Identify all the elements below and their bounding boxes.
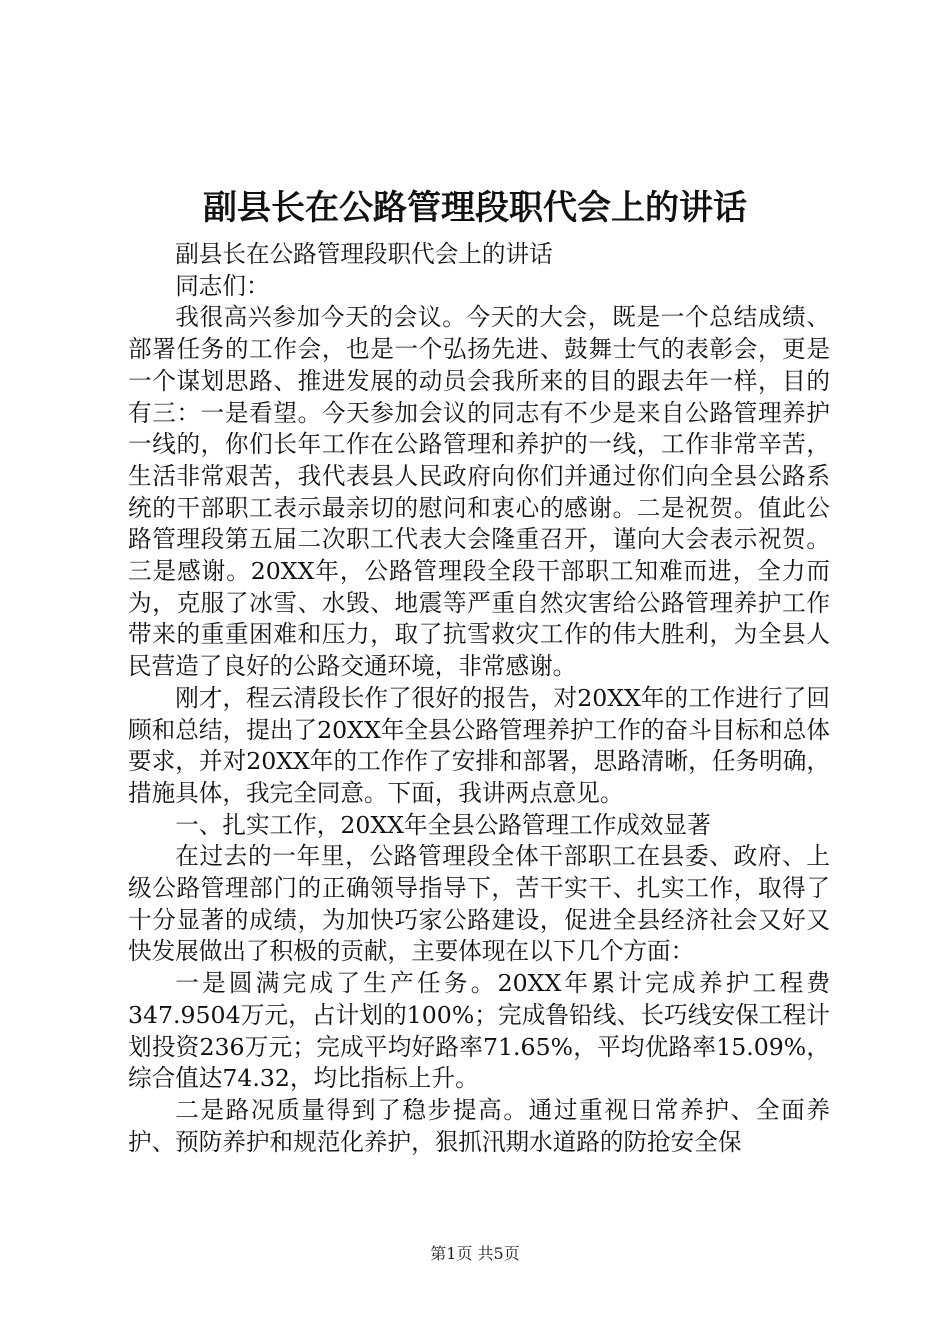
paragraph: 我很高兴参加今天的会议。今天的大会，既是一个总结成绩、部署任务的工作会，也是一个弘扬先进、鼓舞士气的表彰会，更是一个谋划思路、推进发展的动员会我所来的目的跟去年一样，目的有三：一是看望。今天参加会议的同志有不少是来自公路管理养护一线的，你们长年工作在公路管理和养护的一线，工作非常辛苦，生活非常艰苦，我代表县人民政府向你们并通过你们向全县公路系统的干部职工表示最亲切的慰问和衷心的感谢。二是祝贺。值此公路管理段第五届二次职工代表大会隆重召开，谨向大会表示祝贺。三是感谢。20XX年，公路管理段全段干部职工知难而进，全力而为，克服了冰雪、水毁、地震等严重自然灾害给公路管理养护工作带来的重重困难和压力，取了抗雪救灾工作的伟大胜利，为全县人民营造了良好的公路交通环境，非常感谢。 [128,303,830,681]
paragraph: 一是圆满完成了生产任务。20XX年累计完成养护工程费347.9504万元，占计划的100%；完成鲁铅线、长巧线安保工程计划投资236万元；完成平均好路率71.65%，平均优路率15.09%，综合值达74.32，均比指标上升。 [128,969,830,1093]
paragraph-subtitle: 副县长在公路管理段职代会上的讲话 [175,240,553,268]
document-body [128,239,830,1158]
section-heading: 一、扎实工作，20XX年全县公路管理工作成效显著 [175,810,711,839]
document-title: 副县长在公路管理段职代会上的讲话 [203,188,747,228]
paragraph: 在过去的一年里，公路管理段全体干部职工在县委、政府、上级公路管理部门的正确领导指导下，苦干实干、扎实工作，取得了十分显著的成绩，为加快巧家公路建设，促进全县经济社会又好又快发展做出了积极的贡献，主要体现在以下几个方面： [128,842,830,966]
paragraph: 二是路况质量得到了稳步提高。通过重视日常养护、全面养护、预防养护和规范化养护，狠抓汛期水道路的防抢安全保 [128,1095,830,1156]
paragraph: 刚才，程云清段长作了很好的报告，对20XX年的工作进行了回顾和总结，提出了20XX年全县公路管理养护工作的奋斗目标和总体要求，并对20XX年的工作作了安排和部署，思路清晰，任务明确，措施具体，我完全同意。下面，我讲两点意见。 [128,683,830,807]
paragraph-salutation: 同志们： [175,271,270,300]
page-number-footer: 第1页 共5页 [430,1244,520,1263]
